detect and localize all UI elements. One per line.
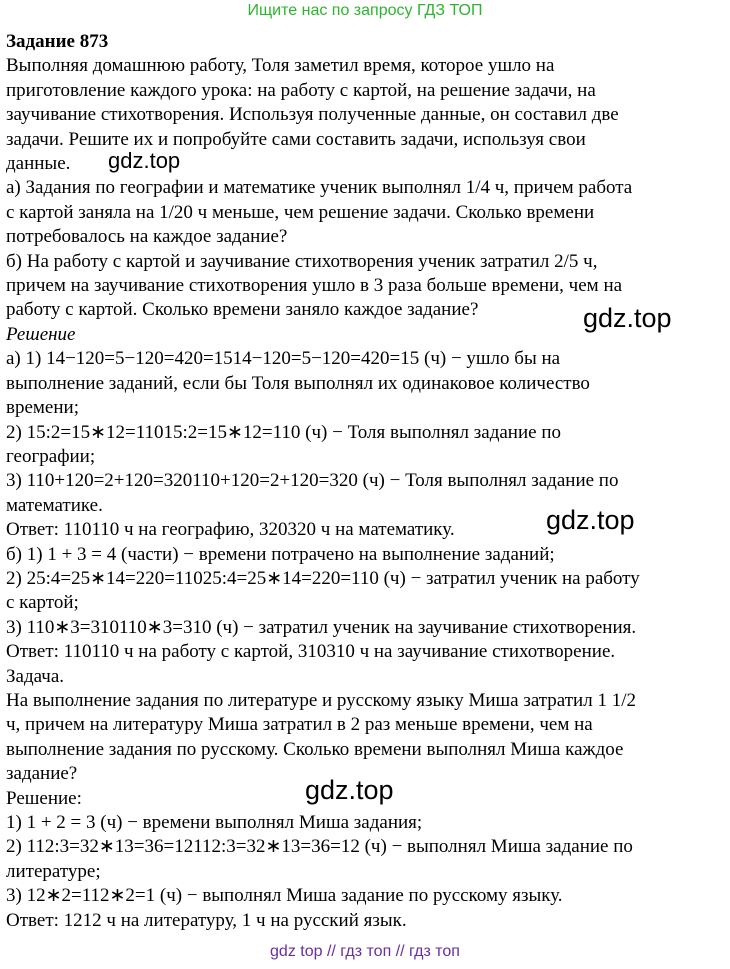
text-line: данные. xyxy=(6,153,71,175)
text-line: б) 1) 1 + 3 = 4 (части) − времени потрачено на выполнение заданий; xyxy=(6,543,555,565)
solution-heading: Решение xyxy=(6,323,76,345)
text-line: математике. xyxy=(6,494,103,516)
text-line: задание? xyxy=(6,763,78,785)
text-line: литературе; xyxy=(6,860,101,882)
text-line: заучивание стихотворения. Используя полученные данные, он составил две xyxy=(6,104,619,126)
watermark: gdz.top xyxy=(583,303,672,333)
solution-heading: Решение: xyxy=(6,787,82,809)
text-line: причем на заучивание стихотворения ушло в 3 раза больше времени, чем на xyxy=(6,275,623,297)
text-line: 3) 110+120=2+120=320110+120=2+120=320 (ч) − Толя выполнял задание по xyxy=(6,470,619,492)
text-line: б) На работу с картой и заучивание стихотворения ученик затратил 2/5 ч, xyxy=(6,250,598,272)
text-line: а) Задания по географии и математике ученик выполнял 1/4 ч, причем работа xyxy=(6,177,633,199)
text-line: потребовалось на каждое задание? xyxy=(6,226,288,248)
watermark: gdz.top xyxy=(108,148,181,173)
text-line: ч, причем на литературу Миша затратил в 2 раз меньше времени, чем на xyxy=(6,714,593,736)
text-line: выполнение заданий, если бы Толя выполнял их одинаковое количество xyxy=(6,372,590,394)
text-line: географии; xyxy=(6,445,96,467)
text-line: приготовление каждого урока: на работу с картой, на решение задачи, на xyxy=(6,79,596,101)
watermark: gdz.top xyxy=(305,775,394,805)
site-banner: Ищите нас по запросу ГДЗ ТОП xyxy=(247,2,483,19)
text-line: а) 1) 14−120=5−120=420=1514−120=5−120=420=15 (ч) − ушло бы на xyxy=(6,348,561,370)
text-line: На выполнение задания по литературе и русскому языку Миша затратил 1 1/2 xyxy=(6,689,636,711)
text-line: задачи. Решите их и попробуйте сами составить задачи, используя свои xyxy=(6,128,586,150)
text-line: времени; xyxy=(6,397,79,419)
answer-line: Ответ: 110110 ч на работу с картой, 310310 ч на заучивание стихотворение. xyxy=(6,641,616,663)
text-line: 2) 112:3=32∗13=36=12112:3=32∗13=36=12 (ч) − выполнял Миша задание по xyxy=(6,836,633,858)
text-line: с картой заняла на 1/20 ч меньше, чем решение задачи. Сколько времени xyxy=(6,201,595,223)
text-line: выполнение задания по русскому. Сколько времени выполнял Миша каждое xyxy=(6,738,624,760)
answer-line: Ответ: 1212 ч на литературу, 1 ч на русский язык. xyxy=(6,909,407,931)
text-line: 3) 12∗2=112∗2=1 (ч) − выполнял Миша задание по русскому языку. xyxy=(6,885,563,907)
text-line: работу с картой. Сколько времени заняло каждое задание? xyxy=(6,299,479,321)
text-line: 2) 25:4=25∗14=220=11025:4=25∗14=220=110 (ч) − затратил ученик на работу xyxy=(6,567,640,589)
text-line: с картой; xyxy=(6,592,79,614)
site-footer: gdz top // гдз топ // гдз топ xyxy=(270,943,460,960)
watermark: gdz.top xyxy=(546,505,635,535)
text-line: 3) 110∗3=310110∗3=310 (ч) − затратил ученик на заучивание стихотворения. xyxy=(6,616,637,638)
text-line: 2) 15:2=15∗12=11015:2=15∗12=110 (ч) − Толя выполнял задание по xyxy=(6,421,561,443)
text-line: 1) 1 + 2 = 3 (ч) − времени выполнял Миша задания; xyxy=(6,812,423,833)
text-line: Выполняя домашнюю работу, Толя заметил время, которое ушло на xyxy=(6,55,555,77)
task-title: Задание 873 xyxy=(6,31,109,52)
answer-line: Ответ: 110110 ч на географию, 320320 ч на математику. xyxy=(6,519,455,541)
task-heading: Задача. xyxy=(6,665,65,687)
